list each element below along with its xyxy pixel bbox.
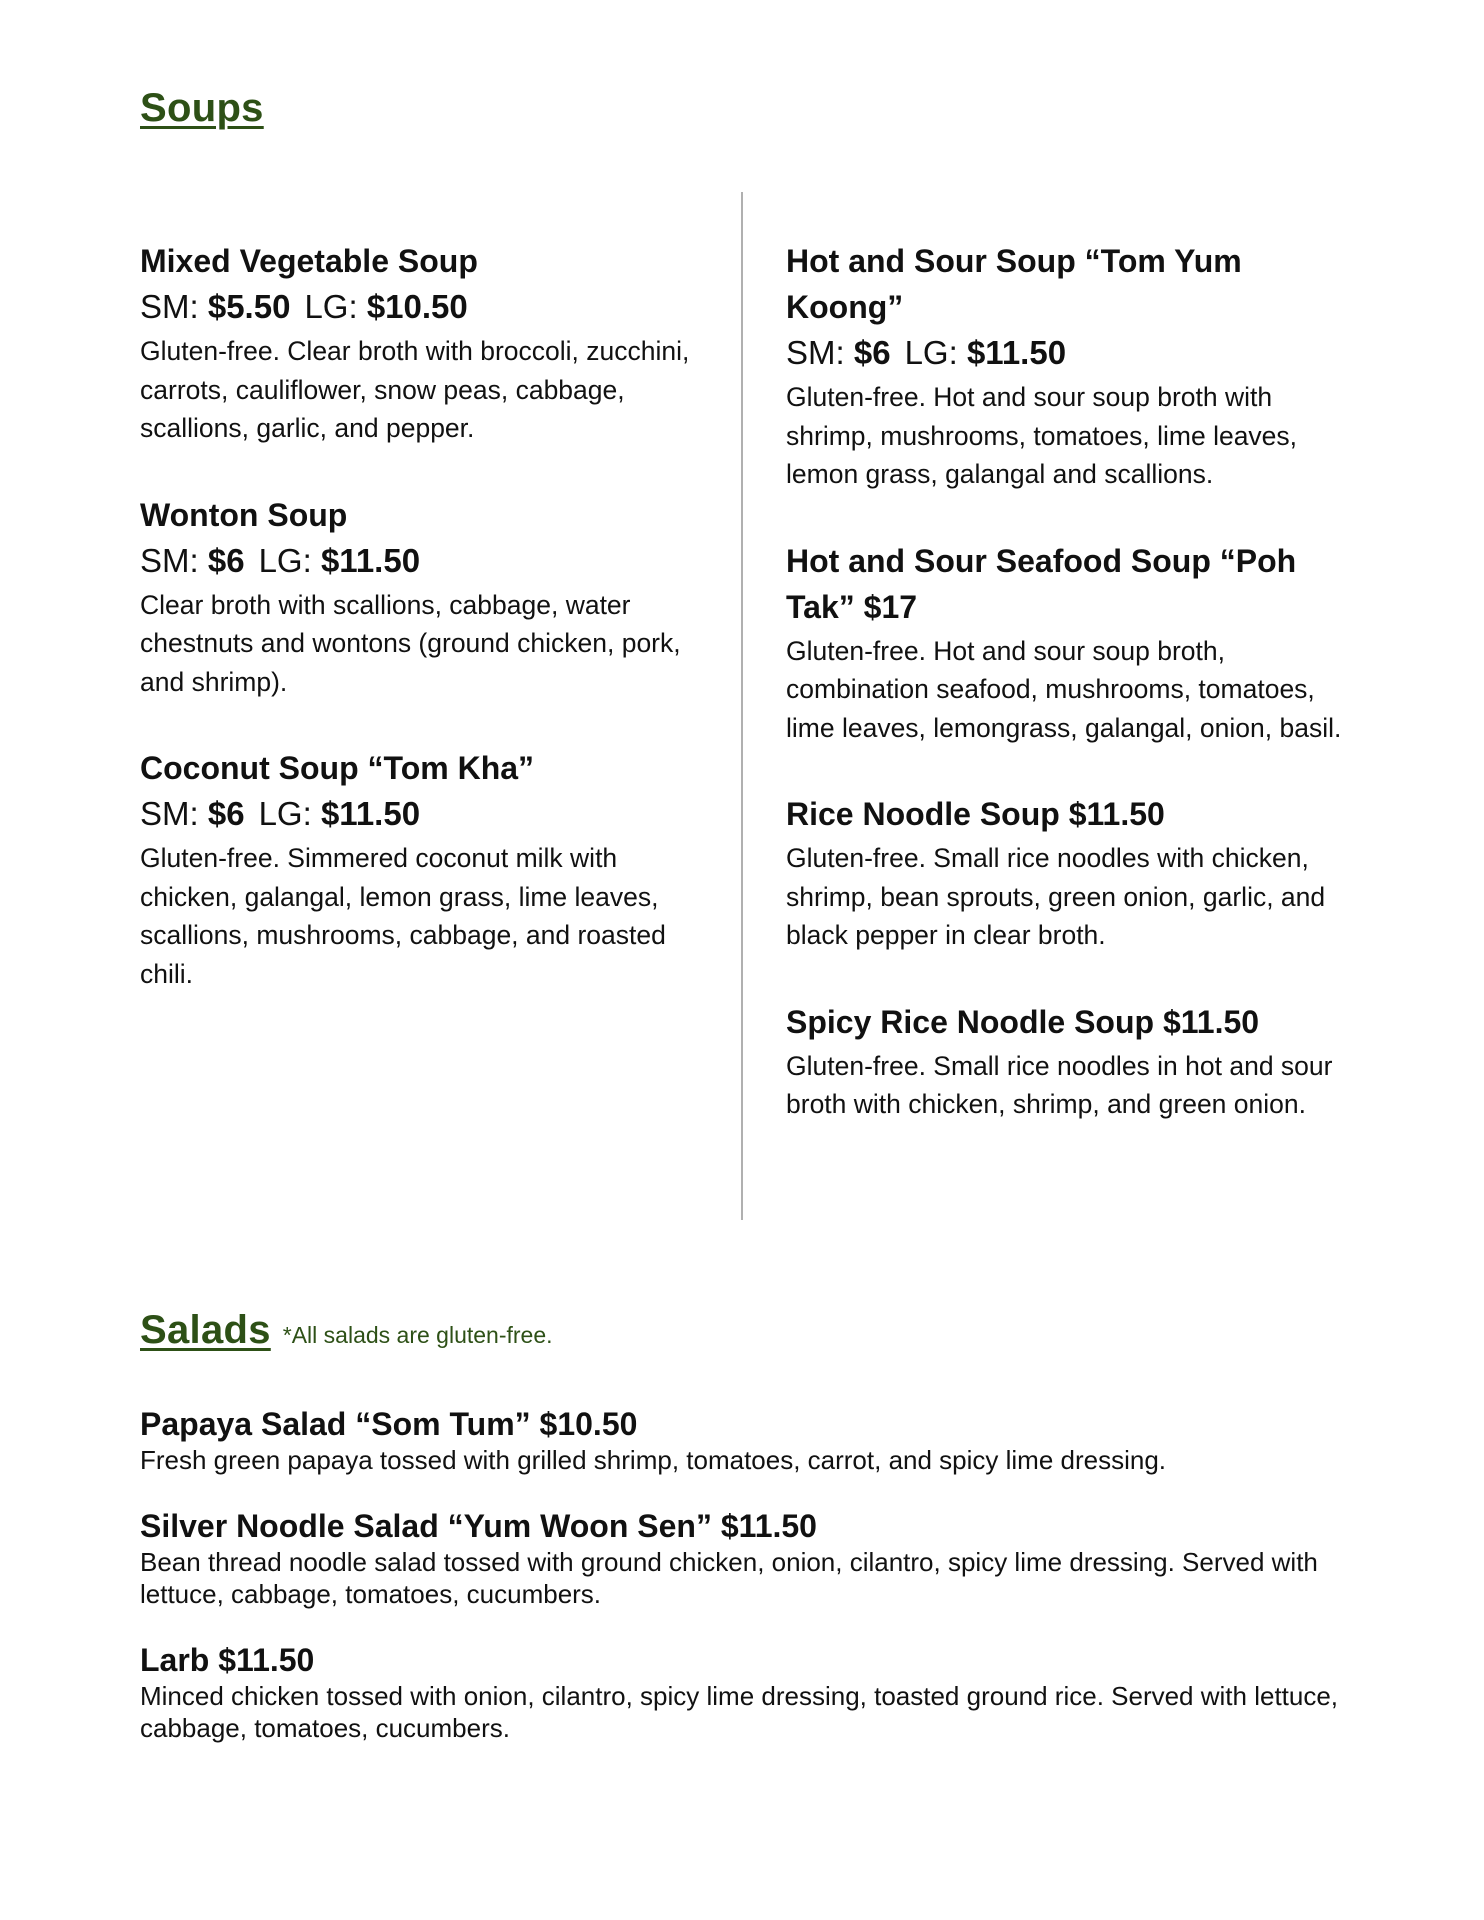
- sm-label: SM:: [140, 288, 199, 325]
- salads-heading: Salads: [140, 1308, 271, 1352]
- sm-price: $6: [853, 334, 891, 371]
- sm-price: $6: [207, 795, 245, 832]
- item-name: Wonton Soup: [140, 496, 348, 533]
- item-name: Mixed Vegetable Soup: [140, 243, 478, 279]
- lg-label: LG:: [904, 334, 958, 371]
- menu-item: [786, 999, 1356, 1124]
- menu-item: [140, 1404, 1360, 1476]
- item-description: Clear broth with scallions, cabbage, water chestnuts and wontons (ground chicken, pork, and shrimp).: [140, 589, 681, 697]
- item-description: Fresh green papaya tossed with grilled shrimp, tomatoes, carrot, and spicy lime dressing.: [140, 1445, 1167, 1475]
- lg-price: $11.50: [320, 541, 421, 579]
- sm-label: SM:: [140, 541, 199, 579]
- lg-label: LG:: [258, 795, 312, 832]
- item-description: Gluten-free. Small rice noodles in hot and sour broth with chicken, shrimp, and green onion.: [786, 1050, 1333, 1119]
- sm-label: SM:: [140, 795, 199, 832]
- sm-label: SM:: [786, 334, 845, 371]
- item-name: Spicy Rice Noodle Soup $11.50: [786, 1003, 1260, 1040]
- item-price-line: [140, 791, 700, 837]
- item-name: Hot and Sour Soup “Tom Yum Koong”: [786, 243, 1242, 325]
- column-divider: [741, 192, 743, 1220]
- item-description: Minced chicken tossed with onion, cilantro, spicy lime dressing, toasted ground rice. Served with lettuce, cabbage, tomatoes, cucumbers.: [140, 1681, 1339, 1743]
- salads-list: [140, 1404, 1360, 1774]
- item-description: Gluten-free. Hot and sour soup broth with shrimp, mushrooms, tomatoes, lime leaves, lemon grass, galangal and scallions.: [786, 382, 1298, 489]
- item-description: Gluten-free. Hot and sour soup broth, combination seafood, mushrooms, tomatoes, lime leaves, lemongrass, galangal, onion, basil.: [786, 635, 1342, 743]
- item-description: Bean thread noodle salad tossed with ground chicken, onion, cilantro, spicy lime dressing. Served with lettuce, cabbage, tomatoes, cucumbers.: [140, 1547, 1318, 1609]
- item-name: Papaya Salad “Som Tum” $10.50: [140, 1406, 638, 1442]
- item-price-line: [140, 538, 700, 584]
- sm-price: $5.50: [207, 288, 291, 325]
- soups-right-column: [786, 238, 1356, 1168]
- item-description: Gluten-free. Small rice noodles with chicken, shrimp, bean sprouts, green onion, garlic, and black pepper in clear broth.: [786, 843, 1326, 950]
- salads-header: [140, 1308, 553, 1353]
- sm-price: $6: [207, 541, 245, 579]
- lg-price: $11.50: [966, 334, 1067, 371]
- menu-item: [140, 745, 700, 993]
- item-name: Rice Noodle Soup $11.50: [786, 796, 1165, 832]
- lg-label: LG:: [258, 541, 312, 579]
- item-name: Coconut Soup “Tom Kha”: [140, 750, 535, 786]
- menu-item: [786, 791, 1356, 955]
- item-name: Hot and Sour Seafood Soup “Poh Tak” $17: [786, 542, 1297, 625]
- item-name: Silver Noodle Salad “Yum Woon Sen” $11.50: [140, 1508, 817, 1544]
- salads-note: *All salads are gluten-free.: [282, 1322, 553, 1348]
- lg-price: $11.50: [320, 795, 421, 832]
- item-description: Gluten-free. Clear broth with broccoli, zucchini, carrots, cauliflower, snow peas, cabbage, scallions, garlic, and pepper.: [140, 336, 690, 443]
- soups-left-column: [140, 238, 700, 1037]
- menu-item: [140, 492, 700, 702]
- menu-item: [786, 538, 1356, 748]
- item-name: Larb $11.50: [140, 1642, 315, 1678]
- lg-price: $10.50: [366, 288, 468, 325]
- menu-item: [140, 1640, 1360, 1744]
- menu-item: [140, 1506, 1360, 1610]
- item-price-line: [140, 284, 700, 330]
- item-price-line: [786, 330, 1356, 376]
- item-description: Gluten-free. Simmered coconut milk with chicken, galangal, lemon grass, lime leaves, scallions, mushrooms, cabbage, and roasted chili.: [140, 843, 666, 989]
- soups-heading: Soups: [140, 86, 264, 130]
- lg-label: LG:: [304, 288, 358, 325]
- menu-item: [140, 238, 700, 448]
- menu-item: [786, 238, 1356, 494]
